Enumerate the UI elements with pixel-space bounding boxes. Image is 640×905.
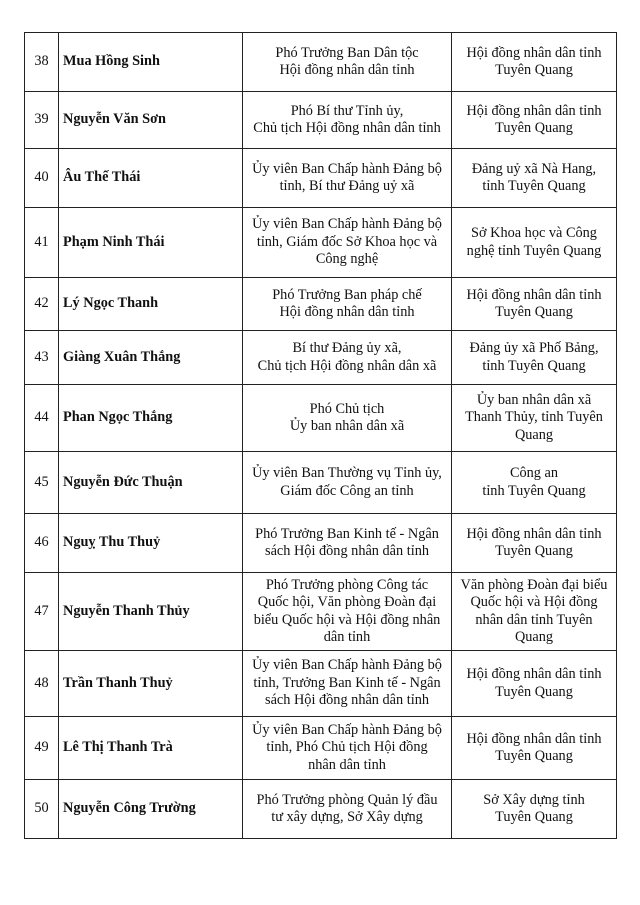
- table-row: [25, 573, 617, 651]
- row-number: 41: [25, 208, 59, 278]
- organization-line: Văn phòng Đoàn đại biểu: [460, 576, 608, 593]
- position-line: Chủ tịch Hội đồng nhân dân xã: [257, 357, 437, 374]
- position-cell: [243, 385, 452, 452]
- organization-line: Hội đồng nhân dân tỉnh: [466, 525, 602, 542]
- position-cell: [243, 514, 452, 573]
- personnel-table-body: [25, 33, 617, 839]
- position-line: Phó Bí thư Tỉnh ủy,: [290, 102, 404, 119]
- person-name: Nguỵ Thu Thuỷ: [59, 514, 243, 573]
- position-line: Phó Trưởng Ban Dân tộc: [275, 44, 419, 61]
- position-line: Ủy viên Ban Chấp hành Đảng bộ: [252, 160, 442, 177]
- person-name: Âu Thế Thái: [59, 149, 243, 208]
- person-name: Nguyễn Đức Thuận: [59, 452, 243, 514]
- person-name: Nguyễn Công Trường: [59, 780, 243, 839]
- row-number: 45: [25, 452, 59, 514]
- organization-line: Đảng ủy xã Phố Bảng,: [469, 340, 599, 357]
- position-line: biểu Quốc hội và Hội đồng nhân: [253, 611, 441, 628]
- person-name: Giàng Xuân Thắng: [59, 331, 243, 385]
- row-number: 38: [25, 33, 59, 92]
- organization-line: Quang: [514, 628, 554, 645]
- organization-line: Đảng uỷ xã Nà Hang,: [471, 160, 597, 177]
- organization-cell: [452, 651, 617, 717]
- position-cell: [243, 208, 452, 278]
- table-row: [25, 331, 617, 385]
- organization-line: Công an: [509, 465, 559, 482]
- position-cell: [243, 149, 452, 208]
- organization-cell: [452, 92, 617, 149]
- person-name: Lê Thị Thanh Trà: [59, 717, 243, 780]
- person-name: Nguyễn Thanh Thủy: [59, 573, 243, 651]
- person-name: Mua Hồng Sinh: [59, 33, 243, 92]
- position-line: Phó Trưởng phòng Quản lý đầu: [256, 791, 438, 808]
- organization-line: Tuyên Quang: [495, 120, 573, 136]
- person-name: Lý Ngọc Thanh: [59, 278, 243, 331]
- position-line: dân tỉnh: [323, 628, 371, 645]
- position-line: sách Hội đồng nhân dân tỉnh: [265, 543, 429, 559]
- organization-line: tỉnh Tuyên Quang: [482, 482, 586, 499]
- organization-line: Tuyên Quang: [495, 748, 573, 764]
- organization-line: Sở Khoa học và Công: [471, 225, 597, 242]
- position-line: Phó Trưởng Ban Kinh tế - Ngân: [255, 525, 439, 542]
- row-number: 40: [25, 149, 59, 208]
- organization-line: Tuyên Quang: [495, 62, 573, 78]
- position-line: Giám đốc Công an tỉnh: [280, 482, 414, 499]
- position-cell: [243, 717, 452, 780]
- position-line: Hội đồng nhân dân tỉnh: [279, 304, 415, 320]
- organization-cell: [452, 208, 617, 278]
- table-row: [25, 149, 617, 208]
- position-cell: [243, 651, 452, 717]
- position-line: Phó Chủ tịch: [309, 400, 385, 417]
- personnel-table: [24, 32, 617, 839]
- position-line: Chủ tịch Hội đồng nhân dân tỉnh: [253, 120, 441, 136]
- organization-line: tỉnh Tuyên Quang: [482, 357, 586, 374]
- row-number: 50: [25, 780, 59, 839]
- row-number: 39: [25, 92, 59, 149]
- organization-cell: [452, 149, 617, 208]
- position-line: Công nghệ: [315, 251, 379, 268]
- position-cell: [243, 331, 452, 385]
- organization-line: Quang: [514, 426, 554, 443]
- table-row: [25, 385, 617, 452]
- person-name: Nguyễn Văn Sơn: [59, 92, 243, 149]
- organization-line: Hội đồng nhân dân tỉnh: [466, 666, 602, 683]
- organization-line: Hội đồng nhân dân tỉnh: [466, 286, 602, 303]
- organization-line: nghệ tỉnh Tuyên Quang: [466, 242, 602, 259]
- organization-cell: [452, 452, 617, 514]
- person-name: Trần Thanh Thuỷ: [59, 651, 243, 717]
- person-name: Phạm Ninh Thái: [59, 208, 243, 278]
- table-row: [25, 208, 617, 278]
- row-number: 44: [25, 385, 59, 452]
- organization-line: Hội đồng nhân dân tỉnh: [466, 102, 602, 119]
- organization-cell: [452, 385, 617, 452]
- table-row: [25, 717, 617, 780]
- organization-line: Hội đồng nhân dân tỉnh: [466, 730, 602, 747]
- person-name: Phan Ngọc Thắng: [59, 385, 243, 452]
- organization-line: Tuyên Quang: [495, 304, 573, 320]
- position-line: Ủy ban nhân dân xã: [289, 418, 405, 434]
- position-line: Ủy viên Ban Thường vụ Tỉnh ủy,: [252, 465, 442, 482]
- position-line: Bí thư Đảng ủy xã,: [292, 340, 402, 357]
- position-cell: [243, 278, 452, 331]
- position-line: tỉnh, Trưởng Ban Kinh tế - Ngân: [253, 674, 441, 691]
- position-line: nhân dân tỉnh: [308, 756, 386, 773]
- position-line: tư xây dựng, Sở Xây dựng: [271, 809, 423, 825]
- position-line: tỉnh, Giám đốc Sở Khoa học và: [256, 233, 438, 250]
- row-number: 43: [25, 331, 59, 385]
- organization-cell: [452, 717, 617, 780]
- table-row: [25, 780, 617, 839]
- table-row: [25, 33, 617, 92]
- position-line: Quốc hội, Văn phòng Đoàn đại: [257, 594, 437, 611]
- table-row: [25, 278, 617, 331]
- position-cell: [243, 780, 452, 839]
- table-row: [25, 452, 617, 514]
- row-number: 46: [25, 514, 59, 573]
- organization-cell: [452, 514, 617, 573]
- organization-line: Tuyên Quang: [495, 683, 573, 700]
- position-line: tỉnh, Phó Chủ tịch Hội đồng: [266, 739, 428, 756]
- row-number: 49: [25, 717, 59, 780]
- position-cell: [243, 33, 452, 92]
- position-cell: [243, 573, 452, 651]
- position-line: Ủy viên Ban Chấp hành Đảng bộ: [252, 721, 442, 738]
- organization-cell: [452, 780, 617, 839]
- position-line: sách Hội đồng nhân dân tỉnh: [265, 692, 429, 709]
- organization-line: Tuyên Quang: [495, 543, 573, 559]
- organization-cell: [452, 573, 617, 651]
- table-row: [25, 651, 617, 717]
- row-number: 42: [25, 278, 59, 331]
- position-line: tỉnh, Bí thư Đảng uỷ xã: [279, 178, 415, 194]
- position-line: Ủy viên Ban Chấp hành Đảng bộ: [252, 657, 442, 674]
- position-cell: [243, 452, 452, 514]
- position-cell: [243, 92, 452, 149]
- position-line: Ủy viên Ban Chấp hành Đảng bộ: [252, 216, 442, 233]
- organization-cell: [452, 33, 617, 92]
- position-line: Phó Trưởng phòng Công tác: [265, 576, 429, 593]
- organization-line: Sở Xây dựng tỉnh: [483, 791, 585, 808]
- row-number: 48: [25, 651, 59, 717]
- organization-line: nhân dân tỉnh Tuyên: [475, 611, 593, 628]
- organization-line: Hội đồng nhân dân tỉnh: [466, 44, 602, 61]
- organization-line: Quốc hội và Hội đồng: [470, 594, 598, 611]
- organization-cell: [452, 278, 617, 331]
- organization-line: tỉnh Tuyên Quang: [482, 178, 586, 194]
- row-number: 47: [25, 573, 59, 651]
- organization-cell: [452, 331, 617, 385]
- organization-line: Tuyên Quang: [495, 809, 573, 825]
- position-line: Phó Trưởng Ban pháp chế: [272, 286, 422, 303]
- organization-line: Thanh Thủy, tỉnh Tuyên: [465, 409, 603, 426]
- table-row: [25, 92, 617, 149]
- table-row: [25, 514, 617, 573]
- organization-line: Ủy ban nhân dân xã: [476, 391, 592, 408]
- position-line: Hội đồng nhân dân tỉnh: [279, 62, 415, 78]
